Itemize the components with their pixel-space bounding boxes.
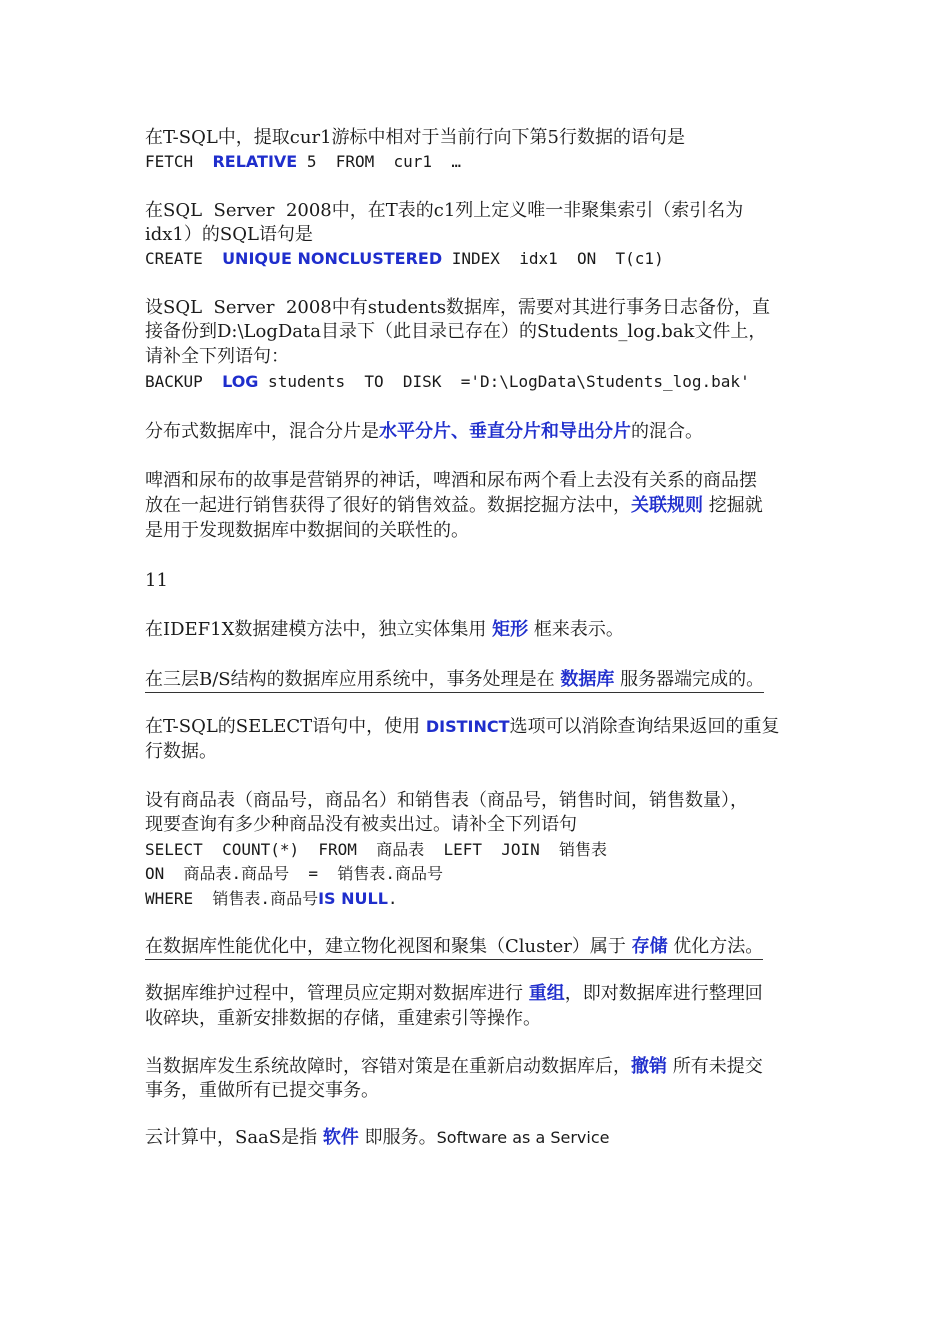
q13-line [145, 1126, 609, 1150]
q10-underlined [145, 936, 763, 960]
q5-line3: 是用于发现数据库中数据间的关联性的。 [145, 520, 469, 541]
q12-answer: 撤销 [631, 1056, 667, 1077]
q1-text: 在T-SQL中，提取cur1游标中相对于当前行向下第5行数据的语句是 [145, 127, 685, 148]
q3-code-a: BACKUP [145, 372, 223, 391]
q7-line [145, 668, 764, 692]
q9-code3-post: . [387, 889, 398, 908]
q3-code [145, 370, 750, 394]
q9-code1: SELECT COUNT(*) FROM 商品表 LEFT JOIN 销售表 [145, 840, 608, 859]
q8-post: 选项可以消除查询结果返回的重复 [509, 716, 780, 737]
q13-post: 即服务。 [358, 1127, 437, 1148]
q11-pre: 数据库维护过程中，管理员应定期对数据库进行 [145, 983, 529, 1004]
q3-line3: 请补全下列语句： [145, 346, 289, 367]
q2-code [145, 247, 664, 271]
q9-line2: 现要查询有多少种商品没有被卖出过。请补全下列语句 [145, 814, 577, 835]
q2-answer: UNIQUE NONCLUSTERED [222, 249, 443, 268]
q10-answer: 存储 [631, 936, 668, 957]
q10-line [145, 935, 763, 959]
q8-line2: 行数据。 [145, 741, 217, 762]
q5-line2 [145, 494, 763, 518]
q3-line2: 接备份到D:\LogData目录下（此目录已存在）的Students_log.bak文件上， [145, 321, 767, 342]
q12-pre: 当数据库发生系统故障时，容错对策是在重新启动数据库后， [145, 1056, 631, 1077]
q7-pre: 在三层B/S结构的数据库应用系统中，事务处理是在 [145, 669, 561, 690]
q2-code-b: INDEX idx1 ON T(c1) [442, 249, 664, 268]
q12-line2: 事务，重做所有已提交事务。 [145, 1080, 379, 1101]
q6-answer: 矩形 [492, 619, 529, 640]
q4-pre: 分布式数据库中，混合分片是 [145, 421, 379, 442]
q10-pre: 在数据库性能优化中，建立物化视图和聚集（Cluster）属于 [145, 936, 632, 957]
q9-code3 [145, 887, 398, 911]
q4-answer: 水平分片、垂直分片和导出分片 [379, 421, 631, 442]
q13-answer: 软件 [322, 1127, 359, 1148]
q5-answer: 关联规则 [631, 495, 703, 516]
q5-line1: 啤酒和尿布的故事是营销界的神话，啤酒和尿布两个看上去没有关系的商品摆 [145, 470, 757, 491]
q4-post: 的混合。 [631, 421, 703, 442]
q7-underlined [145, 669, 764, 693]
q7-post: 服务器端完成的。 [614, 669, 765, 690]
q11-answer: 重组 [528, 983, 565, 1004]
q13-english: Software as a Service [436, 1128, 610, 1147]
q9-answer: IS NULL [318, 889, 388, 908]
q3-answer: LOG [222, 372, 259, 391]
q7-answer: 数据库 [560, 669, 615, 690]
q1-code-a: FETCH [145, 152, 213, 171]
q10-post: 优化方法。 [667, 936, 764, 957]
q2-line1: 在SQL Server 2008中，在T表的c1列上定义唯一非聚集索引（索引名为 [145, 200, 744, 221]
q13-pre: 云计算中，SaaS是指 [145, 1127, 323, 1148]
q6-pre: 在IDEF1X数据建模方法中，独立实体集用 [145, 619, 493, 640]
q11-line2: 收碎块，重新安排数据的存储，重建索引等操作。 [145, 1008, 541, 1029]
q4-line [145, 420, 703, 444]
q11-line1 [145, 982, 763, 1006]
q1-code-b: 5 FROM cur1 … [297, 152, 461, 171]
q12-post: 所有未提交 [667, 1056, 763, 1077]
section-number: 11 [145, 570, 168, 591]
q6-line [145, 618, 624, 642]
q1-code [145, 150, 461, 174]
q3-code-b: students TO DISK ='D:\LogData\Students_log.bak' [258, 372, 750, 391]
q3-line1: 设SQL Server 2008中有students数据库，需要对其进行事务日志备份，直 [145, 297, 771, 318]
q6-post: 框来表示。 [528, 619, 624, 640]
q8-pre: 在T-SQL的SELECT语句中，使用 [145, 716, 426, 737]
q9-line1: 设有商品表（商品号，商品名）和销售表（商品号，销售时间，销售数量）， [145, 790, 748, 811]
q8-answer: DISTINCT [425, 717, 510, 736]
q9-code3-pre: WHERE 销售表.商品号 [145, 889, 319, 908]
q2-code-a: CREATE [145, 249, 223, 268]
q8-line1 [145, 715, 780, 739]
q9-code2: ON 商品表.商品号 = 销售表.商品号 [145, 864, 443, 883]
q1-answer: RELATIVE [212, 152, 298, 171]
q12-line1 [145, 1055, 763, 1079]
q5-line2-post: 挖掘就 [703, 495, 763, 516]
q5-line2-pre: 放在一起进行销售获得了很好的销售效益。数据挖掘方法中， [145, 495, 631, 516]
q11-post: ，即对数据库进行整理回 [564, 983, 763, 1004]
q2-line2: idx1）的SQL语句是 [145, 224, 313, 245]
